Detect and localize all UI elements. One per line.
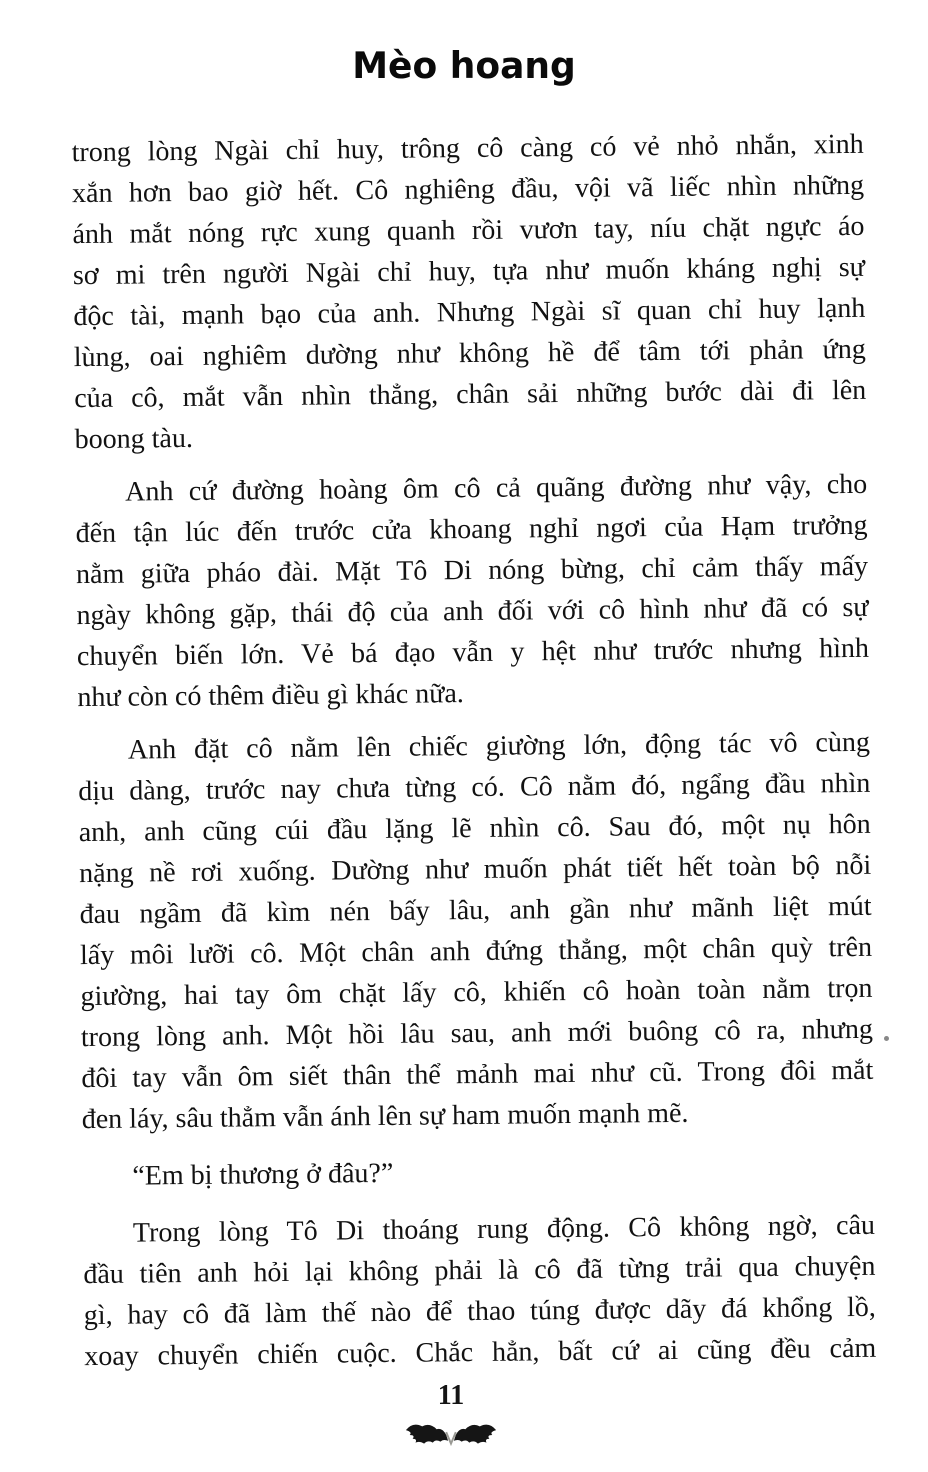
text-line: lấy môi lưỡi cô. Một chân anh đứng thẳng, một chân quỳ trên — [79, 931, 873, 972]
text-block — [71, 124, 876, 1389]
dialogue-line — [82, 1148, 874, 1197]
page-number: 11 — [437, 1380, 465, 1411]
text-line: gì, hay cô đã làm thế nào để thao túng được dãy đá khổng lồ, — [83, 1291, 876, 1332]
text-line: nặng nề rơi xuống. Dường như muốn phát tiết hết toàn bộ nỗi — [79, 849, 872, 890]
text-line: anh, anh cũng cúi đầu lặng lẽ nhìn cô. Sau đó, một nụ hôn — [78, 808, 871, 849]
text-line: độc tài, mạnh bạo của anh. Nhưng Ngài sĩ quan chỉ huy lạnh — [73, 292, 866, 333]
text-line: boong tàu. — [74, 422, 194, 456]
text-line: giường, hai tay ôm chặt lấy cô, khiến cô hoàn toàn nằm trọn — [80, 972, 873, 1013]
text-line: đầu tiên anh hỏi lại không phải là cô đã từng trải qua chuyện — [83, 1250, 876, 1291]
text-line: đen láy, sâu thẳm vẫn ánh lên sự ham muốn mạnh mẽ. — [81, 1097, 689, 1136]
scan-speck — [884, 1036, 889, 1041]
text-line: ngày không gặp, thái độ của anh đối với cô hình như đã có sự — [76, 591, 869, 632]
text-line: trong lòng Ngài chỉ huy, trông cô càng có vẻ nhỏ nhắn, xinh — [71, 128, 864, 169]
text-line: Anh đặt cô nằm lên chiếc giường lớn, động tác vô cùng — [127, 726, 871, 766]
text-line: trong lòng anh. Một hồi lâu sau, anh mới buông cô ra, nhưng — [80, 1013, 874, 1054]
paragraph-1 — [71, 124, 866, 460]
text-line: của cô, mắt vẫn nhìn thẳng, chân sải những bước dài đi lên — [74, 374, 867, 415]
paragraph-2 — [75, 464, 870, 718]
text-line: chuyển biến lớn. Vẻ bá đạo vẫn y hệt như trước nhưng hình — [76, 632, 870, 673]
paragraph-3 — [78, 722, 874, 1140]
text-line: đau ngầm đã kìm nén bấy lâu, anh gần như mãnh liệt mút — [79, 890, 872, 931]
text-line: Trong lòng Tô Di thoáng rung động. Cô không ngờ, câu — [132, 1209, 876, 1249]
wing-ornament-icon — [403, 1418, 499, 1450]
text-line: như còn có thêm điều gì khác nữa. — [77, 678, 464, 714]
text-line: dịu dàng, trước nay chưa từng có. Cô nằm đó, ngẩng đầu nhìn — [78, 767, 871, 808]
text-line: đôi tay vẫn ôm siết thân thể mảnh mai như cũ. Trong đôi mắt — [81, 1054, 874, 1095]
text-line: ánh mắt nóng rực xung quanh rồi vươn tay, níu chặt ngực áo — [72, 210, 865, 251]
text-line: xắn hơn bao giờ hết. Cô nghiêng đầu, vội vã liếc nhìn những — [71, 169, 865, 210]
text-line: xoay chuyển chiến cuộc. Chắc hẳn, bất cứ ai cũng đều cảm — [84, 1332, 877, 1373]
text-line: đến tận lúc đến trước cửa khoang nghỉ ngơi của Hạm trưởng — [75, 509, 868, 550]
book-title-header: Mèo hoang — [352, 45, 576, 88]
text-line: nằm giữa pháo đài. Mặt Tô Di nóng bừng, chỉ cảm thấy mấy — [75, 550, 869, 591]
paragraph-4 — [83, 1205, 877, 1377]
text-line: “Em bị thương ở đâu?” — [132, 1157, 394, 1192]
text-line: lùng, oai nghiêm dường như không hề để tâm tới phản ứng — [73, 333, 866, 374]
text-line: Anh cứ đường hoàng ôm cô cả quãng đường như vậy, cho — [125, 468, 868, 508]
text-line: sơ mi trên người Ngài chỉ huy, tựa như muốn kháng nghị sự — [72, 251, 866, 292]
